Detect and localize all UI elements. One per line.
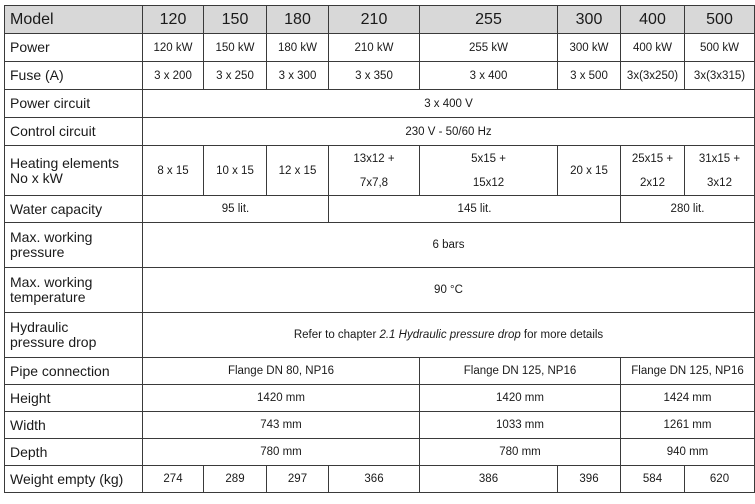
cell-line: 15x12 bbox=[472, 176, 505, 189]
row-label bbox=[5, 313, 143, 358]
cell: 230 V - 50/60 Hz bbox=[143, 118, 755, 146]
power-circuit-row bbox=[5, 90, 755, 118]
row-label-line: temperature bbox=[10, 289, 86, 305]
row-label bbox=[5, 268, 143, 313]
cell: 1420 mm bbox=[420, 385, 621, 412]
cell: 3 x 500 bbox=[558, 62, 621, 90]
max-temperature-row bbox=[5, 268, 755, 313]
cell: 3 x 250 bbox=[204, 62, 267, 90]
cell: Flange DN 80, NP16 bbox=[143, 358, 420, 385]
cell: 20 x 15 bbox=[558, 146, 621, 196]
row-label bbox=[5, 146, 143, 196]
cell: 210 kW bbox=[329, 34, 420, 62]
row-label: Water capacity bbox=[5, 196, 143, 223]
depth-row bbox=[5, 439, 755, 466]
water-capacity-row bbox=[5, 196, 755, 223]
row-label-line: Max. working bbox=[10, 229, 93, 245]
row-label bbox=[5, 223, 143, 268]
cell: 780 mm bbox=[420, 439, 621, 466]
row-label: Weight empty (kg) bbox=[5, 466, 143, 493]
cell: 743 mm bbox=[143, 412, 420, 439]
row-label-line: Hydraulic bbox=[10, 319, 69, 335]
cell: 120 kW bbox=[143, 34, 204, 62]
cell: 255 kW bbox=[420, 34, 558, 62]
cell bbox=[420, 146, 558, 196]
cell: 12 x 15 bbox=[267, 146, 329, 196]
cell: 145 lit. bbox=[329, 196, 621, 223]
cell: 3 x 300 bbox=[267, 62, 329, 90]
cell-line: 25x15 + bbox=[631, 152, 674, 165]
max-pressure-row bbox=[5, 223, 755, 268]
cell: 386 bbox=[420, 466, 558, 493]
cell-line: 2x12 bbox=[640, 176, 665, 189]
cell: 3 x 400 bbox=[420, 62, 558, 90]
model-255-header: 255 bbox=[420, 6, 558, 34]
cell-line: 7x7,8 bbox=[359, 176, 389, 189]
cell: 6 bars bbox=[143, 223, 755, 268]
cell bbox=[621, 146, 685, 196]
cell: 1420 mm bbox=[143, 385, 420, 412]
model-120-header: 120 bbox=[143, 6, 204, 34]
cell-line: 5x15 + bbox=[471, 152, 506, 165]
reference-text: Refer to chapter bbox=[293, 329, 380, 341]
power-row bbox=[5, 34, 755, 62]
height-row bbox=[5, 385, 755, 412]
cell: 3 x 400 V bbox=[143, 90, 755, 118]
cell: 150 kW bbox=[204, 34, 267, 62]
row-label-line: Heating elements bbox=[10, 154, 119, 171]
cell: 90 °C bbox=[143, 268, 755, 313]
cell: 500 kW bbox=[685, 34, 755, 62]
cell: 3 x 350 bbox=[329, 62, 420, 90]
cell: 274 bbox=[143, 466, 204, 493]
cell bbox=[143, 313, 755, 358]
row-label: Power circuit bbox=[5, 90, 143, 118]
model-180-header: 180 bbox=[267, 6, 329, 34]
cell: 1261 mm bbox=[621, 412, 755, 439]
cell: Flange DN 125, NP16 bbox=[420, 358, 621, 385]
cell: 780 mm bbox=[143, 439, 420, 466]
row-label: Control circuit bbox=[5, 118, 143, 146]
weight-row bbox=[5, 466, 755, 493]
row-label: Height bbox=[5, 385, 143, 412]
cell-line: 31x15 + bbox=[698, 152, 741, 165]
cell: 300 kW bbox=[558, 34, 621, 62]
cell: 3x(3x250) bbox=[621, 62, 685, 90]
cell bbox=[329, 146, 420, 196]
cell: 8 x 15 bbox=[143, 146, 204, 196]
cell: 289 bbox=[204, 466, 267, 493]
row-label: Depth bbox=[5, 439, 143, 466]
row-label-line: No x kW bbox=[10, 169, 63, 186]
fuse-row bbox=[5, 62, 755, 90]
cell: 297 bbox=[267, 466, 329, 493]
model-300-header: 300 bbox=[558, 6, 621, 34]
cell: 3 x 200 bbox=[143, 62, 204, 90]
cell: 584 bbox=[621, 466, 685, 493]
cell: 95 lit. bbox=[143, 196, 329, 223]
cell: 396 bbox=[558, 466, 621, 493]
chapter-reference: 2.1 Hydraulic pressure drop bbox=[379, 329, 521, 341]
cell: 400 kW bbox=[621, 34, 685, 62]
width-row bbox=[5, 412, 755, 439]
row-label: Width bbox=[5, 412, 143, 439]
row-label-line: Max. working bbox=[10, 274, 93, 290]
header-row bbox=[5, 6, 755, 34]
hydraulic-row bbox=[5, 313, 755, 358]
row-label: Pipe connection bbox=[5, 358, 143, 385]
cell: 940 mm bbox=[621, 439, 755, 466]
cell: 620 bbox=[685, 466, 755, 493]
row-label: Power bbox=[5, 34, 143, 62]
model-header: Model bbox=[5, 6, 143, 34]
cell: 280 lit. bbox=[621, 196, 755, 223]
row-label: Fuse (A) bbox=[5, 62, 143, 90]
model-400-header: 400 bbox=[621, 6, 685, 34]
row-label-line: pressure bbox=[10, 244, 65, 260]
model-210-header: 210 bbox=[329, 6, 420, 34]
cell: 1033 mm bbox=[420, 412, 621, 439]
cell: Flange DN 125, NP16 bbox=[621, 358, 755, 385]
cell: 10 x 15 bbox=[204, 146, 267, 196]
model-150-header: 150 bbox=[204, 6, 267, 34]
model-500-header: 500 bbox=[685, 6, 755, 34]
pipe-connection-row bbox=[5, 358, 755, 385]
row-label-line: pressure drop bbox=[10, 334, 97, 350]
cell: 3x(3x315) bbox=[685, 62, 755, 90]
cell: 366 bbox=[329, 466, 420, 493]
control-circuit-row bbox=[5, 118, 755, 146]
specification-table bbox=[4, 5, 755, 493]
cell: 180 kW bbox=[267, 34, 329, 62]
cell bbox=[685, 146, 755, 196]
heating-elements-row bbox=[5, 146, 755, 196]
reference-text: for more details bbox=[520, 329, 604, 341]
cell-line: 13x12 + bbox=[353, 152, 395, 165]
cell: 1424 mm bbox=[621, 385, 755, 412]
cell-line: 3x12 bbox=[707, 176, 732, 189]
